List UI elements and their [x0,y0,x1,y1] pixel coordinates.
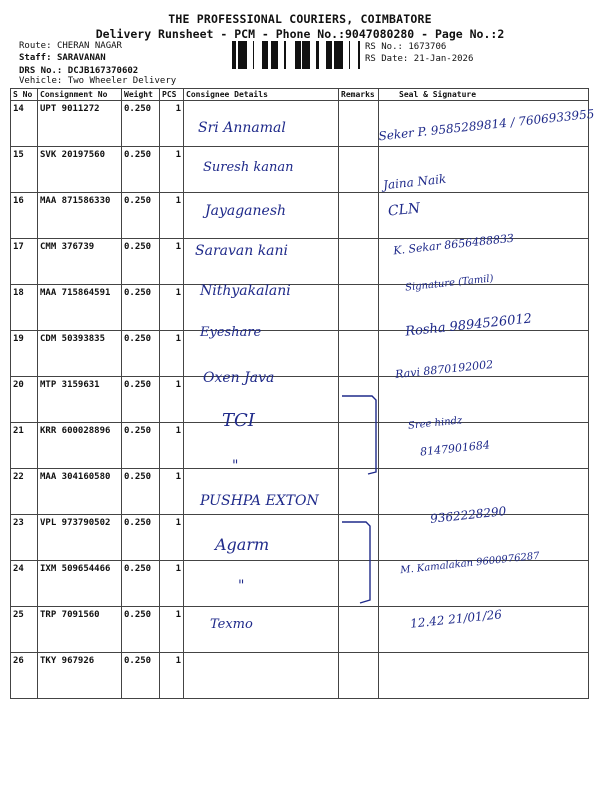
barcode-bar [358,41,360,69]
row-remarks-cell [339,469,379,515]
barcode-bar [232,41,235,69]
barcode-bar [235,41,236,69]
row-weight: 0.250 [122,515,160,561]
barcode-bar [304,41,307,69]
runsheet-table [10,88,589,699]
rs-date-value: 21-Jan-2026 [413,54,474,64]
drs-label: DRS No.: [19,66,63,76]
row-remarks-cell [339,147,379,193]
row-remarks-cell [339,193,379,239]
barcode-bar [328,41,331,69]
consignee-handwriting: Saravan kani [195,243,289,259]
row-sno: 14 [11,101,38,147]
row-sno: 20 [11,377,38,423]
row-pcs: 1 [160,653,184,699]
row-pcs: 1 [160,515,184,561]
row-remarks-cell [339,377,379,423]
row-weight: 0.250 [122,377,160,423]
row-weight: 0.250 [122,423,160,469]
barcode-bar [274,41,277,69]
barcode-bar [272,41,274,69]
row-remarks-cell [339,285,379,331]
consignee-handwriting: PUSHPA EXTON [200,493,319,509]
row-consignment-no: MTP 3159631 [38,377,122,423]
signature-handwriting: Jaina Naik [382,171,447,193]
row-sno: 25 [11,607,38,653]
row-pcs: 1 [160,193,184,239]
row-pcs: 1 [160,239,184,285]
barcode-bar [253,41,254,69]
barcode-bar [296,41,298,69]
col-weight: Weight [122,89,160,101]
vehicle-line [19,76,176,86]
barcode-bar [338,41,340,69]
row-consignment-no: VPL 973790502 [38,515,122,561]
barcode-bar [349,41,350,69]
vehicle-label: Vehicle: [19,76,63,86]
row-consignment-no: SVK 20197560 [38,147,122,193]
barcode-bar [242,41,244,69]
table-row [11,423,589,469]
table-row [11,561,589,607]
barcode-bar [298,41,301,69]
signature-handwriting: M. Kamalakan 9600976287 [399,550,541,577]
signature-handwriting: 8147901684 [419,438,491,459]
signature-handwriting: 9362228290 [429,504,507,526]
col-remarks: Remarks [339,89,379,101]
row-pcs: 1 [160,561,184,607]
row-consignee-cell [184,607,339,653]
table-row [11,331,589,377]
row-remarks-cell [339,101,379,147]
drs-line [19,66,138,76]
signature-handwriting: K. Sekar 8656488833 [392,231,515,258]
consignee-handwriting: TCI [222,410,255,431]
barcode-bar [334,41,337,69]
barcode-bar [244,41,247,69]
row-consignee-cell [184,653,339,699]
row-weight: 0.250 [122,469,160,515]
row-weight: 0.250 [122,607,160,653]
row-remarks-cell [339,515,379,561]
row-consignee-cell [184,561,339,607]
barcode-bar [265,41,266,69]
consignee-handwriting: Oxen Java [203,370,275,386]
row-sno: 23 [11,515,38,561]
signature-handwriting: Rosha 9894526012 [404,311,533,340]
barcode-bar [307,41,308,69]
signature-handwriting: Ravi 8870192002 [394,357,494,382]
row-sno: 24 [11,561,38,607]
consignee-handwriting: " [232,458,239,474]
row-pcs: 1 [160,285,184,331]
row-consignment-no: MAA 871586330 [38,193,122,239]
signature-handwriting: Signature (Tamil) [404,273,495,294]
staff-line [19,53,106,63]
consignee-handwriting: Eyeshare [200,325,262,340]
row-remarks-cell [339,423,379,469]
staff-value: SARAVANAN [56,53,106,63]
drs-value: DCJB167370602 [67,66,139,76]
col-consignee: Consignee Details [184,89,339,101]
barcode-bar [284,41,286,69]
signature-handwriting: 12.42 21/01/26 [409,607,503,631]
row-consignment-no: CDM 50393835 [38,331,122,377]
row-weight: 0.250 [122,653,160,699]
row-consignment-no: CMM 376739 [38,239,122,285]
table-row [11,193,589,239]
table-row [11,377,589,423]
barcode-bar [302,41,304,69]
row-pcs: 1 [160,469,184,515]
row-consignment-no: IXM 509654466 [38,561,122,607]
consignee-handwriting: Jayaganesh [205,203,287,219]
row-seal-cell [379,653,589,699]
col-pcs: PCS [160,89,184,101]
row-sno: 16 [11,193,38,239]
route-label: Route: [19,41,52,51]
rs-date-label: RS Date: [365,54,409,64]
row-weight: 0.250 [122,285,160,331]
barcode-bar [241,41,242,69]
row-pcs: 1 [160,377,184,423]
row-sno: 22 [11,469,38,515]
table-row [11,147,589,193]
barcode-bar [277,41,278,69]
barcode-bar [316,41,319,69]
row-consignment-no: MAA 715864591 [38,285,122,331]
row-weight: 0.250 [122,147,160,193]
col-consignment: Consignment No [38,89,122,101]
row-weight: 0.250 [122,239,160,285]
row-pcs: 1 [160,423,184,469]
row-sno: 15 [11,147,38,193]
barcode [232,41,360,69]
signature-handwriting: CLN [387,200,422,220]
row-sno: 21 [11,423,38,469]
table-header-row [11,89,589,101]
row-consignment-no: UPT 9011272 [38,101,122,147]
consignee-handwriting: Sri Annamal [198,120,286,136]
row-consignment-no: TKY 967926 [38,653,122,699]
consignee-handwriting: Nithyakalani [200,283,291,299]
consignee-handwriting: Agarm [215,535,270,554]
barcode-bar [340,41,343,69]
row-remarks-cell [339,653,379,699]
row-sno: 17 [11,239,38,285]
signature-handwriting: Sree hindz [407,415,463,432]
barcode-bar [331,41,332,69]
consignee-handwriting: Texmo [210,617,253,632]
row-weight: 0.250 [122,101,160,147]
staff-label: Staff: [19,53,52,63]
barcode-bar [271,41,272,69]
col-seal: Seal & Signature [379,89,589,101]
barcode-bar [326,41,328,69]
barcode-bar [238,41,241,69]
company-title: THE PROFESSIONAL COURIERS, COIMBATORE [168,12,432,26]
row-weight: 0.250 [122,193,160,239]
row-seal-cell [379,515,589,561]
row-pcs: 1 [160,607,184,653]
row-sno: 18 [11,285,38,331]
row-remarks-cell [339,561,379,607]
table-row [11,653,589,699]
row-pcs: 1 [160,101,184,147]
row-consignment-no: KRR 600028896 [38,423,122,469]
consignee-handwriting: Suresh kanan [203,160,294,175]
runsheet-subtitle: Delivery Runsheet - PCM - Phone No.:9047080280 - Page No.:2 [95,27,505,41]
row-sno: 19 [11,331,38,377]
row-weight: 0.250 [122,561,160,607]
row-consignment-no: TRP 7091560 [38,607,122,653]
row-remarks-cell [339,607,379,653]
vehicle-value: Two Wheeler Delivery [67,76,177,86]
col-sno: S No [11,89,38,101]
signature-handwriting: Seker P. 9585289814 / 7606933955 [377,106,596,144]
rs-no-label: RS No.: [365,42,403,52]
route-line [19,41,122,51]
rs-no-line [365,42,446,52]
row-pcs: 1 [160,331,184,377]
rs-no-value: 1673706 [408,42,447,52]
row-weight: 0.250 [122,331,160,377]
barcode-bar [262,41,265,69]
row-pcs: 1 [160,147,184,193]
row-seal-cell [379,377,589,423]
barcode-bar [266,41,268,69]
row-sno: 26 [11,653,38,699]
barcode-bar [308,41,310,69]
row-remarks-cell [339,331,379,377]
row-consignee-cell [184,423,339,469]
rs-date-line [365,54,473,64]
barcode-bar [337,41,338,69]
consignee-handwriting: " [238,578,245,594]
route-value: CHERAN NAGAR [56,41,122,51]
barcode-bar [295,41,296,69]
row-remarks-cell [339,239,379,285]
row-consignment-no: MAA 304160580 [38,469,122,515]
